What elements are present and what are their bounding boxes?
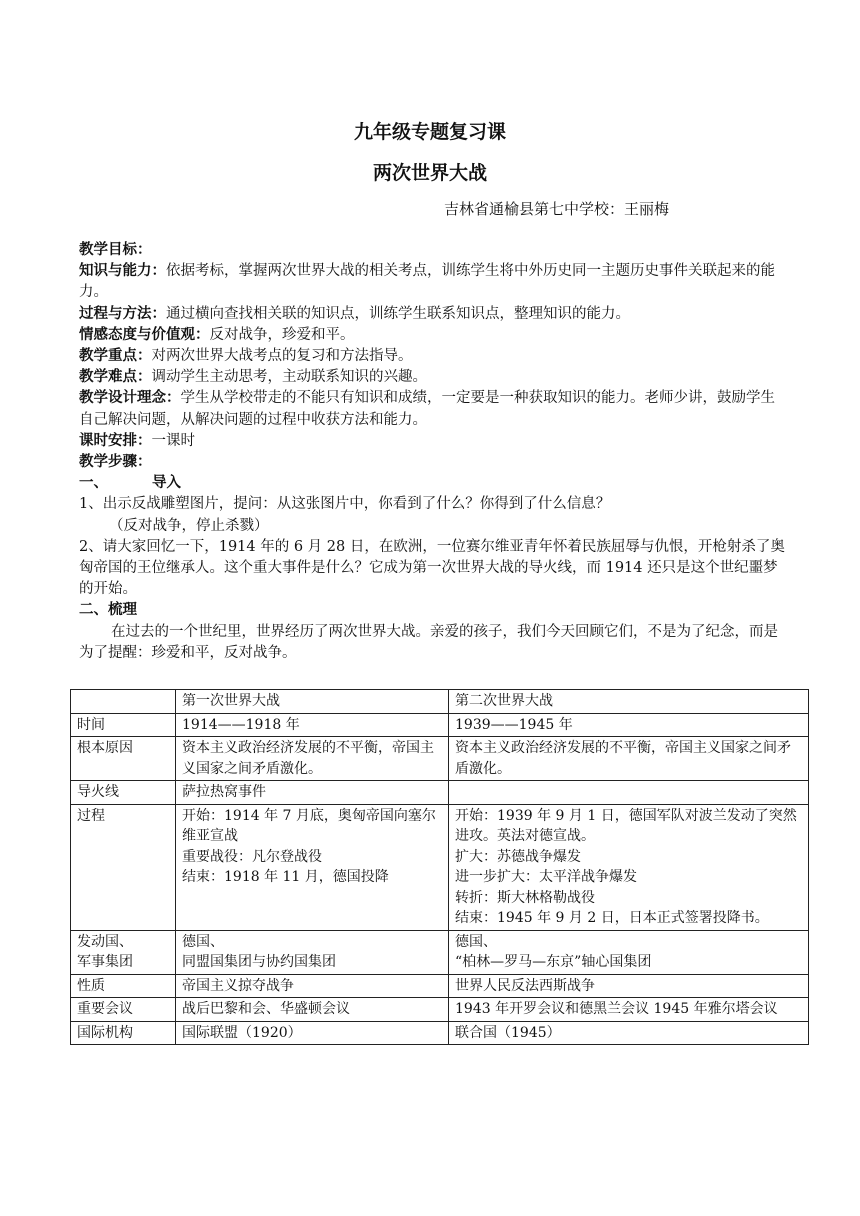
section2-heading: 二、梳理	[79, 602, 137, 619]
ww1-cell	[176, 974, 449, 998]
row-label-cell	[71, 804, 176, 930]
cell-text: 过程	[77, 807, 105, 824]
intro-item-1-answer: （反对战争，停止杀戮）	[109, 517, 269, 534]
row-label-cell	[71, 998, 176, 1022]
schedule-label: 课时安排：	[79, 432, 152, 449]
steps-heading: 教学步骤：	[79, 454, 152, 471]
table-row	[71, 930, 809, 974]
ww1-cell	[176, 1021, 449, 1045]
cell-text: “柏林—罗马—东京”轴心国集团	[455, 954, 652, 970]
ww1-cell	[176, 998, 449, 1022]
ww2-cell	[449, 781, 809, 805]
ww1-cell	[176, 713, 449, 737]
cell-text: 导火线	[77, 784, 119, 800]
attitude-text: 反对战争，珍爱和平。	[209, 326, 355, 343]
cell-text: 1914——1918 年	[182, 716, 300, 733]
cell-text: 资本主义政治经济发展的不平衡，帝国主义国家之间矛盾激化。	[182, 740, 434, 777]
row-label-cell	[71, 974, 176, 998]
cell-text: 扩大：苏德战争爆发	[455, 848, 581, 865]
table-row	[71, 804, 809, 930]
ww2-cell	[449, 804, 809, 930]
cell-text: 结束：1945 年 9 月 2 日，日本正式签署投降书。	[455, 910, 769, 926]
table-row	[71, 1021, 809, 1045]
cell-text: 根本原因	[77, 740, 133, 756]
table-row	[71, 713, 809, 737]
cell-text: 重要战役：凡尔登战役	[182, 848, 322, 865]
cell-text: 转折：斯大林格勒战役	[455, 889, 595, 906]
cell-text: 德国、	[455, 933, 497, 950]
cell-text: 德国、	[182, 933, 224, 950]
table-row	[71, 998, 809, 1022]
difficulty-label: 教学难点：	[79, 369, 152, 386]
comparison-table-body	[71, 690, 809, 1045]
key-point	[79, 346, 789, 367]
section1-title: 导入	[152, 475, 181, 492]
cell-text: 同盟国集团与协约国集团	[182, 954, 336, 970]
cell-text: 时间	[77, 716, 105, 733]
ww2-cell	[449, 1021, 809, 1045]
row-label-cell	[71, 713, 176, 737]
cell-text: 1939——1945 年	[455, 716, 573, 733]
table-row	[71, 737, 809, 781]
concept-text: 学生从学校带走的不能只有知识和成绩，一定要是一种获取知识的能力。老师少讲，鼓励学生自己解决问题，从解决问题的过程中收获方法和能力。	[79, 390, 775, 428]
cell-text: 重要会议	[77, 1001, 133, 1017]
section1-heading	[79, 473, 789, 494]
key-point-label: 教学重点：	[79, 348, 152, 365]
ww1-cell	[176, 930, 449, 974]
cell-text: 资本主义政治经济发展的不平衡，帝国主义国家之间矛盾激化。	[455, 740, 791, 777]
table-header-row	[71, 690, 809, 714]
table-row	[71, 974, 809, 998]
ww2-cell	[449, 930, 809, 974]
cell-text: 开始：1939 年 9 月 1 日，德国军队对波兰发动了突然进攻。英法对德宣战。	[455, 807, 797, 844]
attitude-values	[79, 325, 789, 346]
objectives-heading: 教学目标：	[79, 242, 152, 258]
cell-text: 发动国、	[77, 933, 133, 950]
concept-label: 教学设计理念：	[79, 390, 181, 407]
row-label-cell	[71, 737, 176, 781]
knowledge-label: 知识与能力：	[79, 263, 166, 280]
cell-text: 国际机构	[77, 1024, 133, 1041]
ww1-cell	[176, 804, 449, 930]
difficulty	[79, 367, 789, 388]
process-text: 通过横向查找相关联的知识点，训练学生联系知识点，整理知识的能力。	[166, 305, 630, 322]
comparison-table	[70, 689, 809, 1045]
ww2-cell	[449, 737, 809, 781]
cell-text: 萨拉热窝事件	[182, 784, 266, 800]
knowledge-text: 依据考标，掌握两次世界大战的相关考点，训练学生将中外历史同一主题历史事件关联起来的能力。	[79, 263, 775, 301]
cell-text: 战后巴黎和会、华盛顿会议	[182, 1001, 350, 1017]
intro-item-2: 2、请大家回忆一下，1914 年的 6 月 28 日，在欧洲，一位赛尔维亚青年怀着民族屈辱与仇恨，开枪射杀了奥匈帝国的王位继承人。这个重大事件是什么？它成为第一次世界大战的导火线，而 1914 还只是这个世纪噩梦的开始。	[79, 538, 785, 598]
cell-text: 结束：1918 年 11 月，德国投降	[182, 869, 389, 885]
document-subtitle: 两次世界大战	[372, 162, 487, 184]
cell-text: 进一步扩大：太平洋战争爆发	[455, 869, 637, 885]
table-row	[71, 781, 809, 805]
process-method	[79, 304, 789, 325]
cell-text: 帝国主义掠夺战争	[182, 977, 294, 994]
attitude-label: 情感态度与价值观：	[79, 326, 210, 343]
row-label-cell	[71, 1021, 176, 1045]
cell-text: 开始：1914 年 7 月底，奥匈帝国向塞尔维亚宣战	[182, 807, 436, 844]
intro-item-1: 1、出示反战雕塑图片，提问：从这张图片中，你看到了什么？你得到了什么信息？	[79, 496, 611, 513]
cell-text: 世界人民反法西斯战争	[455, 977, 595, 994]
section2-intro: 在过去的一个世纪里，世界经历了两次世界大战。亲爱的孩子，我们今天回顾它们，不是为了纪念，而是为了提醒：珍爱和平，反对战争。	[79, 623, 778, 661]
ww1-cell	[176, 781, 449, 805]
ww2-cell	[449, 713, 809, 737]
cell-text: 军事集团	[77, 954, 133, 970]
design-concept	[79, 388, 789, 430]
row-label-cell	[71, 930, 176, 974]
header-cell-ww2: 第二次世界大战	[449, 690, 809, 714]
row-label-cell	[71, 781, 176, 805]
lesson-body	[79, 240, 789, 664]
schedule-text: 一课时	[151, 432, 195, 449]
section1-number: 一、	[79, 475, 108, 492]
ww1-cell	[176, 737, 449, 781]
cell-text: 性质	[77, 977, 105, 994]
author-line: 吉林省通榆县第七中学校：王丽梅	[444, 200, 670, 218]
cell-text: 国际联盟（1920）	[182, 1024, 302, 1041]
document-title: 九年级专题复习课	[353, 121, 506, 143]
header-cell-empty	[71, 690, 176, 714]
key-point-text: 对两次世界大战考点的复习和方法指导。	[151, 348, 413, 365]
header-cell-ww1: 第一次世界大战	[176, 690, 449, 714]
knowledge-ability	[79, 261, 789, 303]
cell-text: 1943 年开罗会议和德黑兰会议 1945 年雅尔塔会议	[455, 1001, 778, 1017]
ww2-cell	[449, 974, 809, 998]
difficulty-text: 调动学生主动思考，主动联系知识的兴趣。	[151, 369, 427, 386]
cell-text: 联合国（1945）	[455, 1024, 561, 1041]
process-label: 过程与方法：	[79, 305, 166, 322]
schedule	[79, 431, 789, 452]
ww2-cell	[449, 998, 809, 1022]
